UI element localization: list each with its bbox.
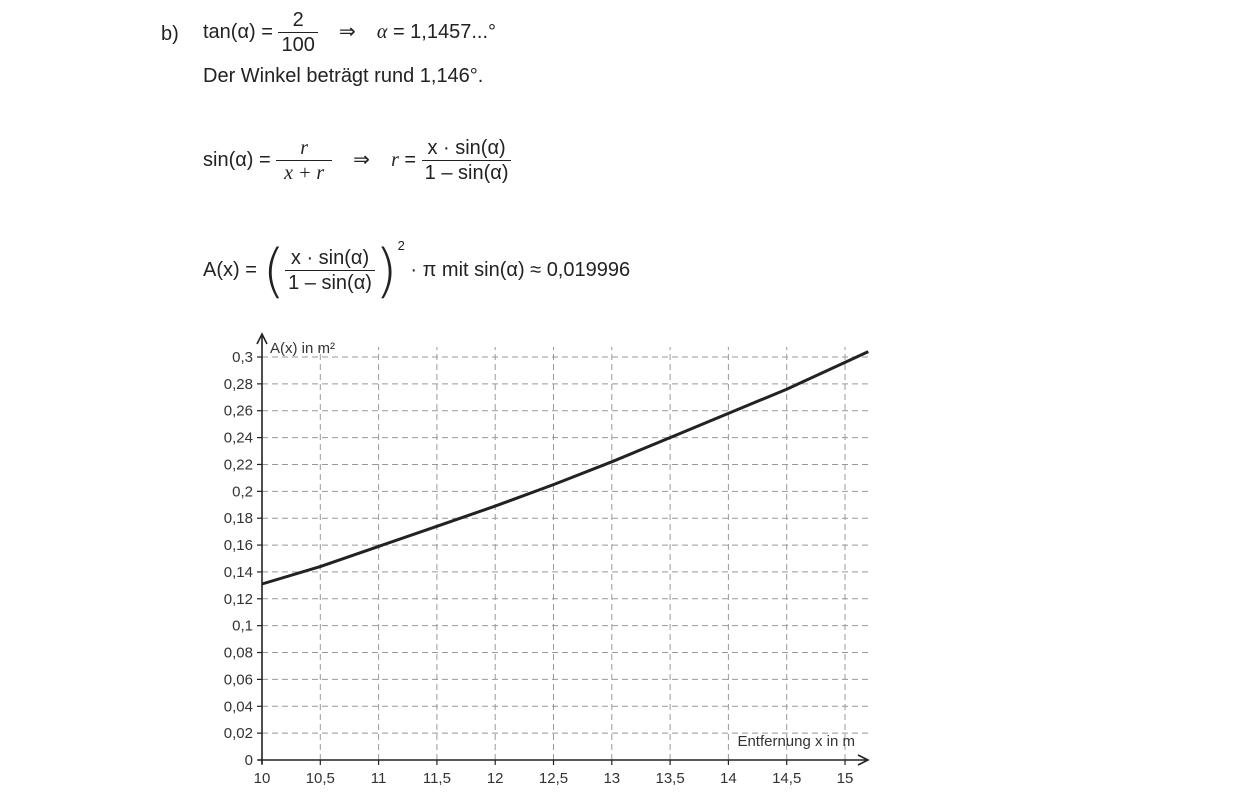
area-numerator: x · sin(α) — [285, 246, 375, 271]
x-axis-label: Entfernung x in m — [737, 733, 855, 750]
y-tick-label: 0,08 — [223, 644, 253, 662]
x-tick-label: 11 — [370, 770, 387, 787]
x-tick-label: 15 — [836, 770, 854, 787]
y-tick-label: 0,02 — [223, 725, 253, 743]
y-tick-label: 0,24 — [223, 429, 253, 447]
y-tick-label: 0,28 — [223, 375, 253, 393]
tan-denominator: 100 — [281, 34, 315, 56]
r-symbol: r — [391, 148, 399, 171]
r-denominator: 1 – sin(α) — [424, 162, 509, 184]
x-tick-label: 11,5 — [422, 770, 451, 787]
alpha-value: = 1,1457...° — [392, 20, 497, 43]
y-tick-label: 0,14 — [223, 563, 253, 581]
sin-lhs: sin(α) = — [203, 148, 271, 171]
angle-sentence: Der Winkel beträgt rund 1,146°. — [203, 65, 484, 87]
area-denominator: 1 – sin(α) — [288, 272, 372, 295]
chart-axes — [257, 334, 868, 765]
x-tick-label: 10,5 — [305, 770, 335, 787]
x-tick-label: 10 — [253, 770, 271, 787]
x-tick-label: 14,5 — [772, 770, 802, 787]
y-tick-label: 0,1 — [232, 617, 253, 635]
x-tick-label: 14 — [720, 770, 737, 787]
alpha-symbol: α — [376, 20, 388, 43]
part-label: b) — [161, 23, 179, 45]
x-tick-label: 13,5 — [655, 770, 685, 787]
implies-arrow-2: ⇒ — [353, 148, 370, 171]
right-paren: ) — [374, 236, 398, 305]
y-axis-label: A(x) in m² — [270, 340, 335, 357]
sin-denominator: x + r — [284, 162, 325, 184]
y-tick-label: 0,06 — [223, 671, 253, 689]
area-tail: · π mit sin(α) ≈ 0,019996 — [410, 259, 631, 281]
y-tick-label: 0 — [244, 752, 253, 769]
y-tick-label: 0,22 — [223, 456, 253, 474]
y-tick-label: 0,16 — [223, 537, 253, 555]
chart-plot — [262, 352, 868, 584]
r-numerator: x · sin(α) — [422, 136, 512, 161]
y-tick-label: 0,26 — [223, 402, 253, 420]
y-tick-label: 0,3 — [232, 349, 253, 366]
left-paren: ( — [262, 236, 286, 305]
y-tick-label: 0,12 — [223, 590, 253, 608]
sin-numerator: r — [276, 136, 332, 161]
y-tick-label: 0,18 — [223, 510, 253, 528]
x-tick-label: 13 — [603, 770, 621, 787]
r-equals: = — [404, 148, 417, 171]
y-tick-label: 0,2 — [232, 483, 253, 501]
area-lhs: A(x) = — [203, 259, 257, 281]
implies-arrow-1: ⇒ — [338, 20, 356, 43]
area-curve — [262, 352, 868, 584]
tan-numerator: 2 — [278, 8, 317, 33]
area-exponent: 2 — [397, 238, 405, 253]
x-tick-label: 12 — [486, 770, 504, 787]
y-tick-label: 0,04 — [223, 698, 253, 716]
tan-lhs: tan(α) = — [203, 20, 273, 43]
chart-grid — [262, 347, 868, 760]
x-tick-label: 12,5 — [538, 770, 569, 787]
